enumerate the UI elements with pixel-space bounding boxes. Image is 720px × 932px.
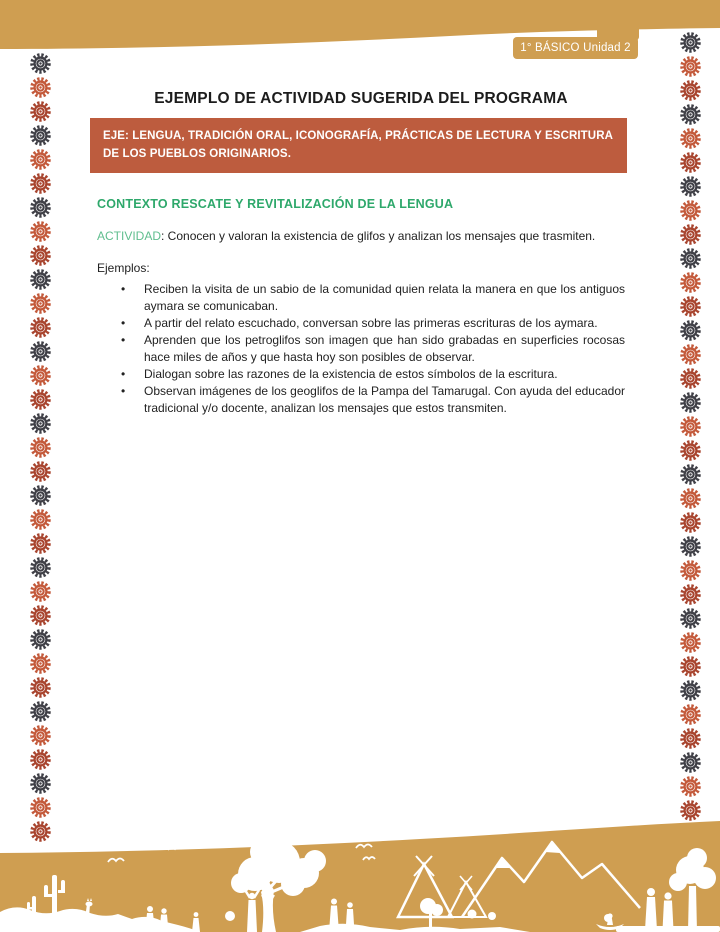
rosette-ornament-icon bbox=[679, 223, 702, 246]
rosette-ornament-icon bbox=[679, 607, 702, 630]
example-item bbox=[97, 315, 625, 332]
rosette-ornament-icon bbox=[29, 196, 52, 219]
rosette-ornament-icon bbox=[29, 148, 52, 171]
activity-text: : Conocen y valoran la existencia de glifos y analizan los mensajes que trasmiten. bbox=[161, 229, 596, 243]
bullet-icon: • bbox=[121, 316, 126, 330]
eje-banner: EJE: LENGUA, TRADICIÓN ORAL, ICONOGRAFÍA, PRÁCTICAS DE LECTURA Y ESCRITURA DE LOS PUEBLOS ORIGINARIOS. bbox=[90, 118, 627, 173]
bullet-icon: • bbox=[121, 367, 126, 381]
example-item-text: A partir del relato escuchado, conversan sobre las primeras escrituras de los aymara. bbox=[144, 316, 598, 330]
rosette-ornament-icon bbox=[679, 127, 702, 150]
rosette-ornament-icon bbox=[679, 703, 702, 726]
rosette-ornament-icon bbox=[29, 676, 52, 699]
rosette-ornament-icon bbox=[679, 367, 702, 390]
rosette-ornament-icon bbox=[29, 100, 52, 123]
unit-badge: 1° BÁSICO Unidad 2 bbox=[513, 37, 638, 59]
rosette-ornament-icon bbox=[679, 55, 702, 78]
bullet-icon: • bbox=[121, 282, 126, 296]
context-heading: CONTEXTO RESCATE Y REVITALIZACIÓN DE LA LENGUA bbox=[97, 197, 454, 211]
rosette-ornament-icon bbox=[29, 532, 52, 555]
examples-list bbox=[97, 281, 625, 417]
example-item bbox=[97, 366, 625, 383]
rosette-ornament-icon bbox=[679, 631, 702, 654]
rosette-ornament-icon bbox=[679, 199, 702, 222]
example-item-text: Reciben la visita de un sabio de la comunidad quien relata la manera en que los antiguos aymara se comunicaban. bbox=[144, 282, 625, 313]
rosette-ornament-icon bbox=[679, 583, 702, 606]
rosette-ornament-icon bbox=[679, 103, 702, 126]
rosette-ornament-icon bbox=[679, 415, 702, 438]
rosette-ornament-icon bbox=[29, 484, 52, 507]
rosette-ornament-icon bbox=[29, 412, 52, 435]
example-item bbox=[97, 383, 625, 417]
example-item-text: Aprenden que los petroglifos son imagen que han sido grabadas en superficies rocosas hace miles de años y que hasta hoy son posibles de observar. bbox=[144, 333, 625, 364]
rosette-ornament-icon bbox=[679, 679, 702, 702]
rosette-ornament-icon bbox=[679, 487, 702, 510]
rosette-ornament-icon bbox=[29, 460, 52, 483]
rosette-ornament-icon bbox=[679, 295, 702, 318]
bullet-icon: • bbox=[121, 384, 126, 398]
rosette-ornament-icon bbox=[29, 796, 52, 819]
rosette-ornament-icon bbox=[29, 316, 52, 339]
rosette-ornament-icon bbox=[679, 535, 702, 558]
rosette-ornament-icon bbox=[29, 772, 52, 795]
rosette-ornament-icon bbox=[29, 124, 52, 147]
rosette-ornament-icon bbox=[679, 247, 702, 270]
example-item-text: Dialogan sobre las razones de la existencia de estos símbolos de la escritura. bbox=[144, 367, 558, 381]
rosette-ornament-icon bbox=[29, 244, 52, 267]
rosette-ornament-icon bbox=[679, 751, 702, 774]
rosette-ornament-icon bbox=[679, 655, 702, 678]
activity-label: ACTIVIDAD bbox=[97, 229, 162, 243]
rosette-ornament-icon bbox=[679, 511, 702, 534]
rosette-ornament-icon bbox=[29, 556, 52, 579]
rosette-ornament-icon bbox=[679, 463, 702, 486]
rosette-ornament-icon bbox=[679, 175, 702, 198]
left-ornament-border bbox=[29, 52, 52, 843]
rosette-ornament-icon bbox=[679, 439, 702, 462]
example-item-text: Observan imágenes de los geoglifos de la Pampa del Tamarugal. Con ayuda del educador tradicional y/o docente, analizan los mensajes que estos transmiten. bbox=[144, 384, 625, 415]
rosette-ornament-icon bbox=[679, 727, 702, 750]
rosette-ornament-icon bbox=[29, 220, 52, 243]
rosette-ornament-icon bbox=[29, 436, 52, 459]
rosette-ornament-icon bbox=[29, 508, 52, 531]
right-ornament-border bbox=[679, 31, 702, 822]
rosette-ornament-icon bbox=[679, 319, 702, 342]
rosette-ornament-icon bbox=[29, 748, 52, 771]
rosette-ornament-icon bbox=[29, 652, 52, 675]
activity-line bbox=[97, 228, 625, 245]
rosette-ornament-icon bbox=[679, 775, 702, 798]
example-item bbox=[97, 332, 625, 366]
rosette-ornament-icon bbox=[679, 31, 702, 54]
rosette-ornament-icon bbox=[29, 724, 52, 747]
rosette-ornament-icon bbox=[679, 151, 702, 174]
rosette-ornament-icon bbox=[679, 271, 702, 294]
rosette-ornament-icon bbox=[29, 52, 52, 75]
footer-landscape-illustration bbox=[0, 820, 720, 932]
rosette-ornament-icon bbox=[29, 340, 52, 363]
rosette-ornament-icon bbox=[29, 604, 52, 627]
rosette-ornament-icon bbox=[29, 388, 52, 411]
rosette-ornament-icon bbox=[29, 292, 52, 315]
bullet-icon: • bbox=[121, 333, 126, 347]
rosette-ornament-icon bbox=[679, 559, 702, 582]
page-title: EJEMPLO DE ACTIVIDAD SUGERIDA DEL PROGRAMA bbox=[154, 90, 568, 107]
rosette-ornament-icon bbox=[29, 580, 52, 603]
rosette-ornament-icon bbox=[679, 799, 702, 822]
rosette-ornament-icon bbox=[29, 700, 52, 723]
rosette-ornament-icon bbox=[29, 364, 52, 387]
ground-strip bbox=[616, 926, 720, 932]
rosette-ornament-icon bbox=[679, 391, 702, 414]
rosette-ornament-icon bbox=[29, 628, 52, 651]
rosette-ornament-icon bbox=[29, 172, 52, 195]
rosette-ornament-icon bbox=[679, 79, 702, 102]
example-item bbox=[97, 281, 625, 315]
examples-label: Ejemplos: bbox=[97, 261, 150, 275]
rosette-ornament-icon bbox=[679, 343, 702, 366]
rosette-ornament-icon bbox=[29, 76, 52, 99]
rosette-ornament-icon bbox=[29, 268, 52, 291]
